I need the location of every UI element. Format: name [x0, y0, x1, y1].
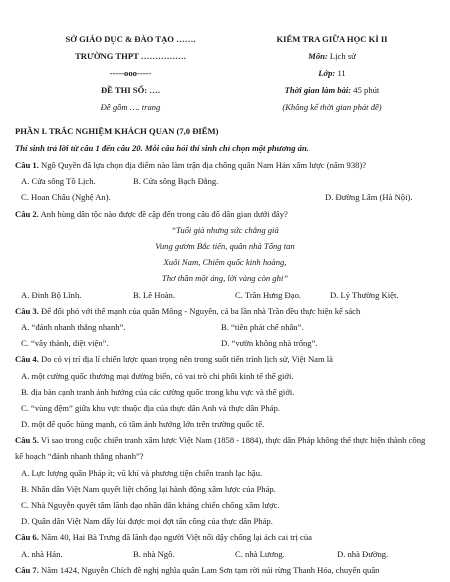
question-7 [15, 562, 435, 578]
header-right [232, 31, 432, 116]
question-stem: Để đối phó với thế mạnh của quân Mông - Nguyên, cả ba lần nhà Trần đều thực hiện kế sách [41, 305, 361, 316]
option-d[interactable]: D. một đế quốc hùng mạnh, có tầm ảnh hưởng lớn trên trường quốc tế. [21, 419, 265, 430]
question-stem: Năm 40, Hai Bà Trưng đã lãnh đạo người Việt nổi dậy chống lại ách cai trị của [41, 532, 312, 543]
options-row [15, 335, 435, 351]
option-b[interactable]: B. Nhân dân Việt Nam quyết liệt chống lại hành động xâm lược của Pháp. [21, 483, 276, 494]
question-number: Câu 4. [15, 354, 39, 365]
question-number: Câu 1. [15, 160, 39, 170]
exam-code: ĐỀ THI SỐ: …. [100, 85, 161, 95]
options-row [15, 287, 435, 303]
header-left [28, 31, 233, 116]
option-b[interactable]: B. Lê Hoàn. [133, 289, 176, 300]
question-5 [15, 432, 435, 529]
question-4 [15, 351, 435, 432]
option-a[interactable]: A. “đánh nhanh thắng nhanh”. [21, 321, 126, 332]
section-title: PHẦN I. TRẮC NGHIỆM KHÁCH QUAN (7,0 ĐIỂM) [15, 126, 219, 136]
option-d[interactable]: D. Đường Lâm (Hà Nội). [325, 192, 413, 203]
options-row [15, 546, 435, 562]
option-d[interactable]: D. nhà Đường. [337, 548, 389, 559]
time-line [232, 82, 432, 99]
verse-line: Xuôi Nam, Chiêm quốc kinh hoàng, [163, 257, 287, 268]
grade-line [232, 65, 432, 82]
exam-content [15, 123, 435, 578]
question-text [15, 303, 435, 319]
options-row [15, 319, 435, 335]
question-number: Câu 3. [15, 305, 39, 316]
option-c[interactable]: C. “vùng đệm” giữa khu vực thuộc địa của thực dân Anh và thực dân Pháp. [21, 402, 280, 413]
time-value: 45 phút [353, 85, 380, 95]
option-c[interactable]: C. Hoan Châu (Nghệ An). [21, 192, 111, 203]
option-c[interactable]: C. Trần Hưng Đạo. [235, 289, 302, 300]
option-c[interactable]: C. nhà Lương. [235, 548, 285, 559]
option-b[interactable]: B. “tiên phát chế nhân”. [221, 321, 304, 332]
grade-label: Lớp: [318, 68, 336, 78]
exam-title: KIỂM TRA GIỮA HỌC KÌ II [276, 34, 388, 44]
question-text [15, 432, 435, 464]
exam-header [0, 31, 450, 111]
option-c[interactable]: C. Nhà Nguyễn quyết tâm lãnh đạo nhân dân kháng chiến chống xâm lược. [21, 500, 280, 511]
question-stem: Do có vị trí địa lí chiến lược quan trọng nên trong suốt tiến trình lịch sử, Việt Nam là [41, 354, 333, 365]
option-a[interactable]: A. Đinh Bộ Lĩnh. [21, 289, 82, 300]
question-number: Câu 2. [15, 208, 39, 219]
options-row [15, 173, 435, 189]
question-2 [15, 206, 435, 303]
question-1 [15, 157, 435, 206]
verse-line: Vung gươm Bắc tiến, quân nhà Tống tan [155, 240, 295, 251]
question-text [15, 157, 435, 173]
question-stem: Ngô Quyền đã lựa chọn địa điểm nào làm trận địa chống quân Nam Hán xâm lược (năm 938)? [41, 160, 367, 170]
verse-line: “Tuổi già nhưng sức chẳng già [171, 224, 279, 235]
option-a[interactable]: A. Lực lượng quân Pháp ít; vũ khí và phương tiện chiến tranh lạc hậu. [21, 467, 263, 478]
verse-line: Thơ thần một áng, lời vàng còn ghi” [161, 273, 289, 284]
department-name: SỞ GIÁO DỤC & ĐÀO TẠO ……. [65, 34, 196, 44]
question-text [15, 351, 435, 367]
option-d[interactable]: D. “vườn không nhà trống”. [221, 338, 318, 349]
question-stem: Vì sao trong cuộc chiến tranh xâm lược Việt Nam (1858 - 1884), thực dân Pháp không thể thực hiện thành công kế hoạch “đánh nhanh thắng nhanh”? [15, 435, 426, 462]
option-b[interactable]: B. Cửa sông Bạch Đằng. [133, 176, 219, 187]
option-d[interactable]: D. Lý Thường Kiệt. [330, 289, 399, 300]
question-stem: Anh hùng dân tộc nào được đề cập đến trong câu đố dân gian dưới đây? [40, 208, 288, 219]
school-name: TRƯỜNG THPT ……………. [75, 51, 186, 61]
option-d[interactable]: D. Quân dân Việt Nam đẩy lùi được mọi đợt tấn công của thực dân Pháp. [21, 516, 273, 527]
option-b[interactable]: B. địa bàn cạnh tranh ảnh hưởng của các cường quốc trong khu vực và thế giới. [21, 386, 295, 397]
time-label: Thời gian làm bài: [284, 85, 352, 95]
subject-line [232, 48, 432, 65]
question-number: Câu 7. [15, 564, 39, 575]
question-text [15, 206, 435, 222]
option-c[interactable]: C. “vây thành, diệt viện”. [21, 338, 109, 349]
question-number: Câu 6. [15, 532, 39, 543]
option-a[interactable]: A. một cường quốc thương mại đường biển, có vai trò chi phối kinh tế thế giới. [21, 370, 294, 381]
page-count: Đề gồm …. trang [100, 102, 161, 112]
header-separator: -----ooo----- [109, 68, 152, 78]
question-number: Câu 5. [15, 435, 39, 446]
option-b[interactable]: B. nhà Ngô. [133, 548, 175, 559]
section-instruction: Thí sinh trả lời từ câu 1 đến câu 20. Mỗi câu hỏi thí sinh chỉ chọn một phương án. [15, 143, 309, 153]
time-note: (Không kể thời gian phát đề) [282, 102, 382, 112]
question-text [15, 562, 435, 578]
question-text [15, 529, 435, 545]
option-a[interactable]: A. Cửa sông Tô Lịch. [21, 176, 96, 187]
question-3 [15, 303, 435, 352]
subject-label: Môn: [308, 51, 328, 61]
option-a[interactable]: A. nhà Hán. [21, 548, 63, 559]
question-stem: Năm 1424, Nguyễn Chích đề nghị nghĩa quân Lam Sơn tạm rời núi rừng Thanh Hóa, chuyển quân [41, 564, 380, 575]
question-6 [15, 529, 435, 561]
grade-value: 11 [337, 68, 346, 78]
subject-value: Lịch sử [329, 51, 356, 61]
options-row [15, 189, 435, 205]
